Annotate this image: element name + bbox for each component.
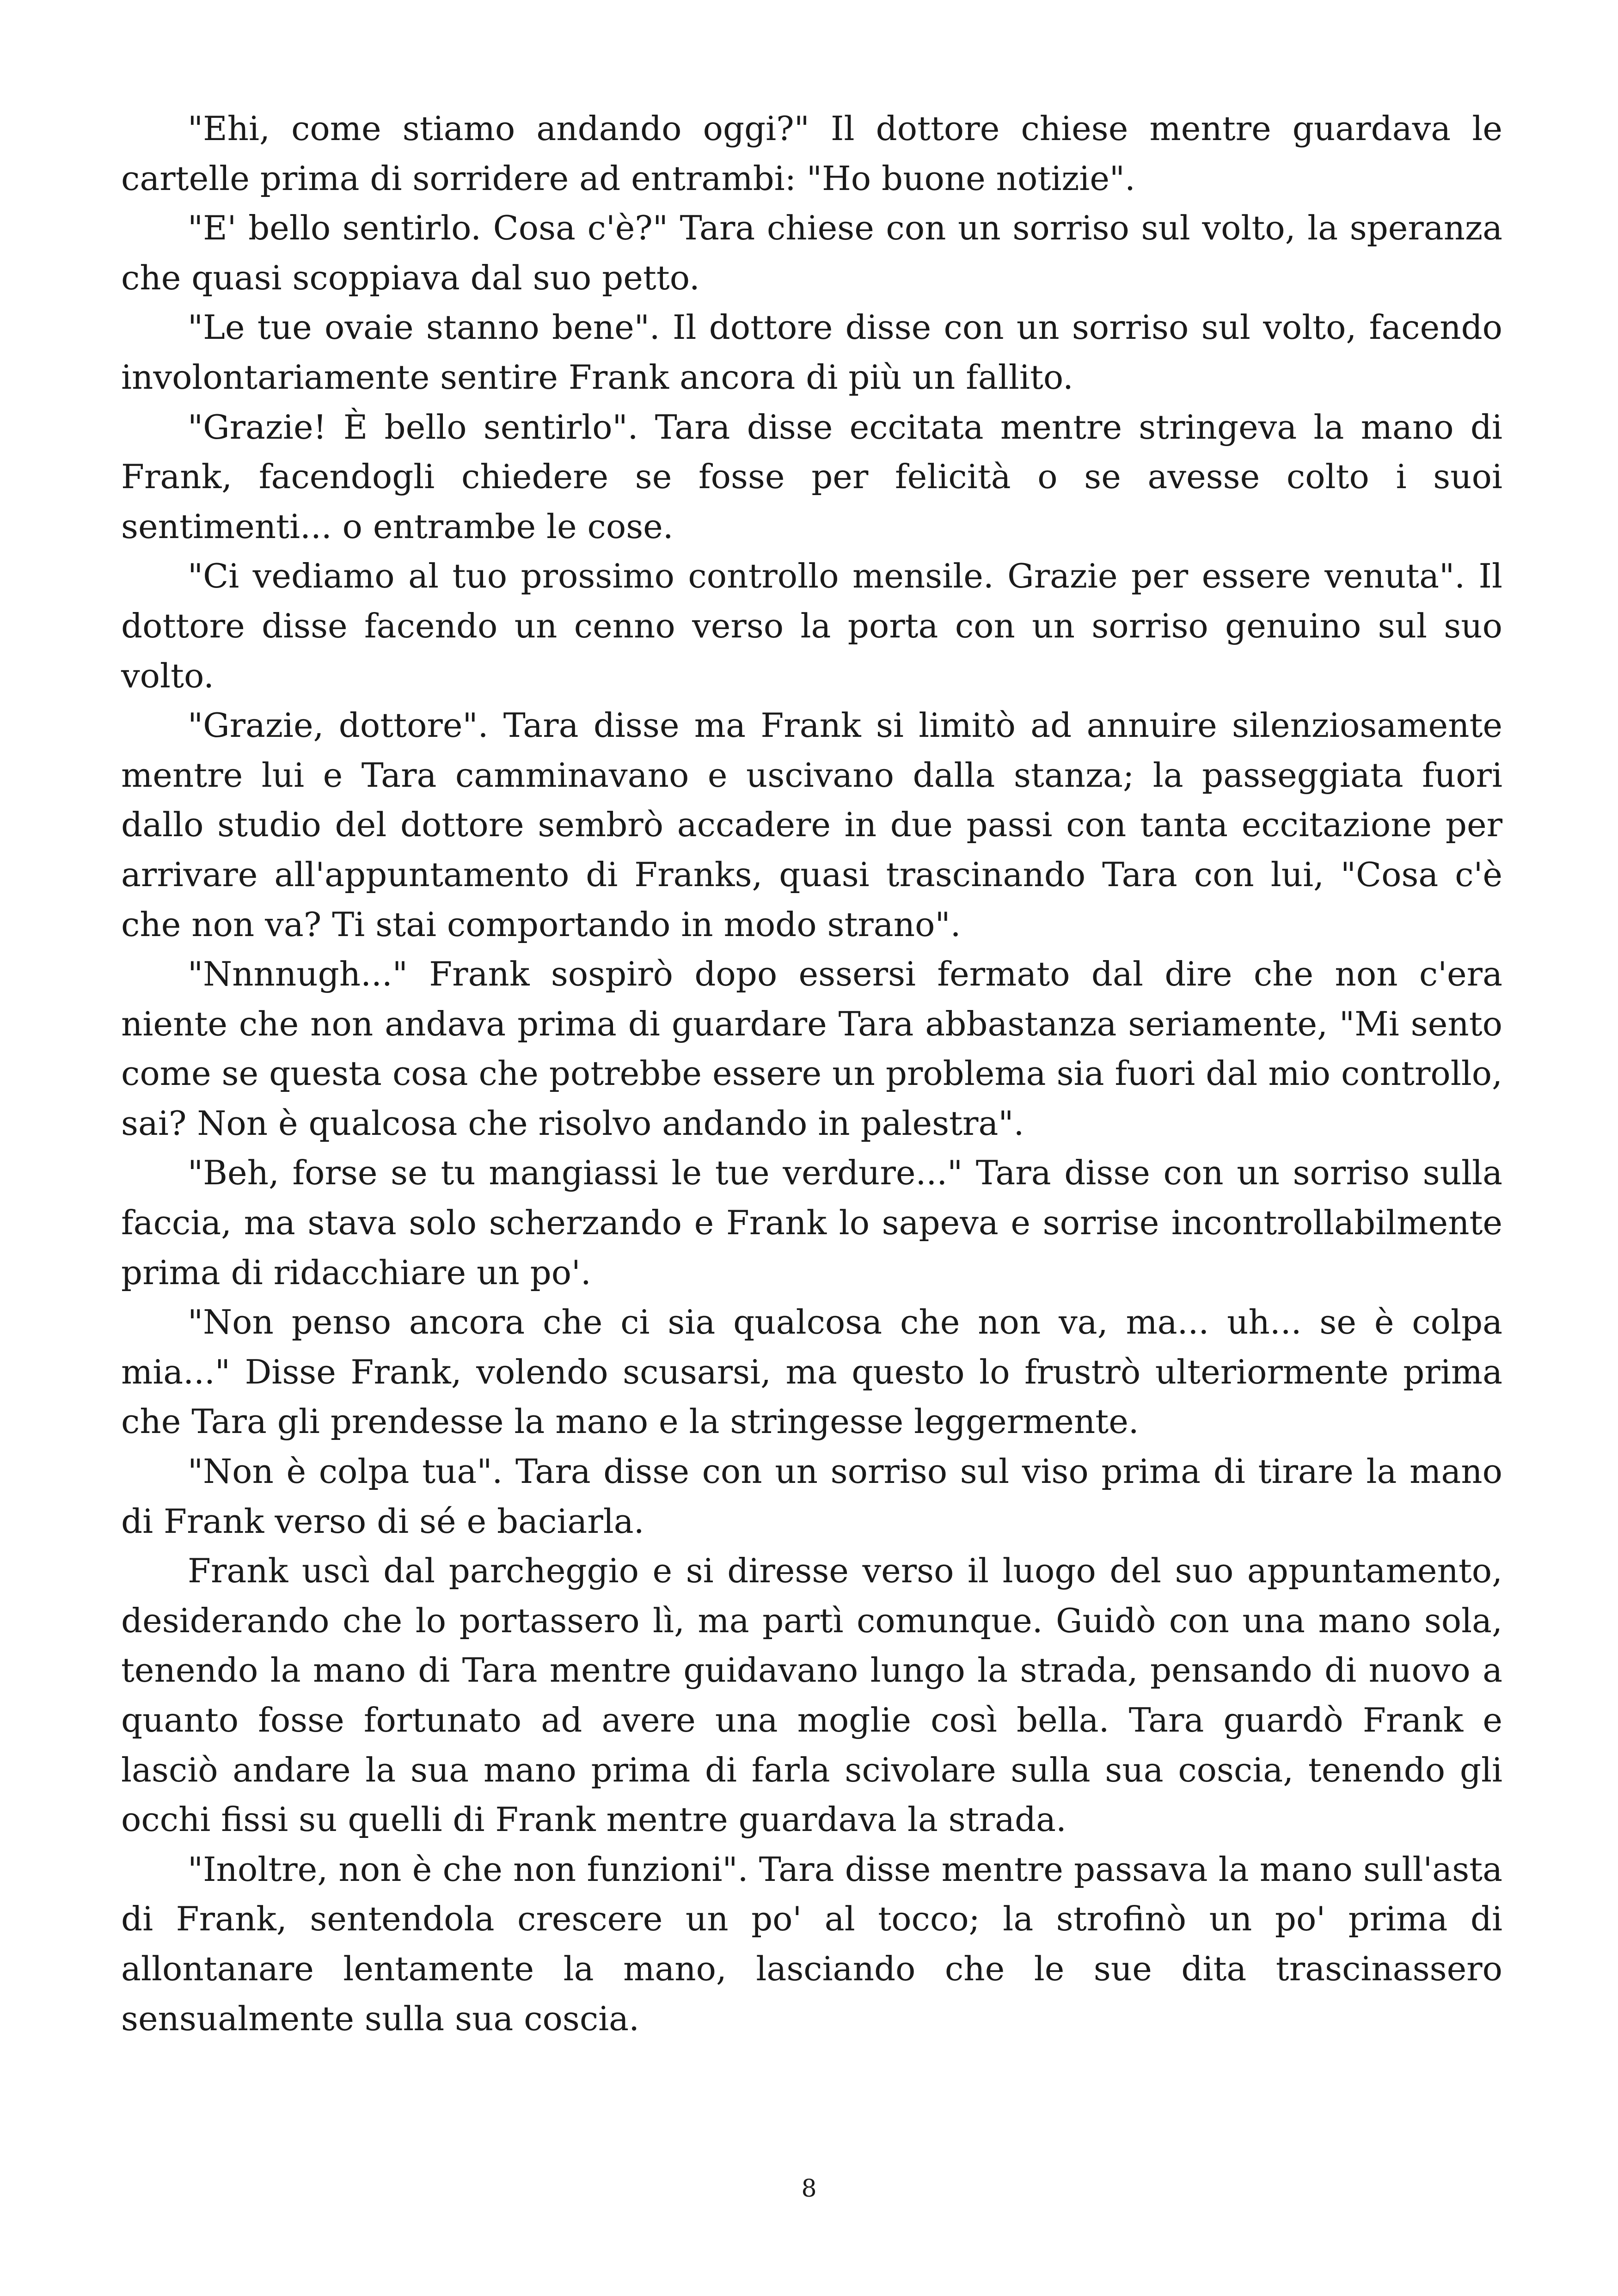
- page-number: 8: [801, 2175, 817, 2203]
- page-body: [121, 104, 1502, 2044]
- paragraph: "Nnnnugh..." Frank sospirò dopo essersi fermato dal dire che non c'era niente che non andava prima di guardare Tara abbastanza seriamente, "Mi sento come se questa cosa che potrebbe essere un problema sia fuori dal mio controllo, sai? Non è qualcosa che risolvo andando in palestra".: [121, 955, 1502, 1143]
- paragraph: "Ci vediamo al tuo prossimo controllo mensile. Grazie per essere venuta". Il dottore disse facendo un cenno verso la porta con un sorriso genuino sul suo volto.: [121, 557, 1502, 695]
- paragraph: "Non penso ancora che ci sia qualcosa che non va, ma... uh... se è colpa mia..." Disse Frank, volendo scusarsi, ma questo lo frustrò ulteriormente prima che Tara gli prendesse la mano e la stringesse leggermente.: [121, 1303, 1502, 1441]
- paragraph: Frank uscì dal parcheggio e si diresse verso il luogo del suo appuntamento, desiderando che lo portassero lì, ma partì comunque. Guidò con una mano sola, tenendo la mano di Tara mentre guidavano lungo la strada, pensando di nuovo a quanto fosse fortunato ad avere una moglie così bella. Tara guardò Frank e lasciò andare la sua mano prima di farla scivolare sulla sua coscia, tenendo gli occhi fissi su quelli di Frank mentre guardava la strada.: [121, 1551, 1502, 1839]
- paragraph: "Ehi, come stiamo andando oggi?" Il dottore chiese mentre guardava le cartelle prima di sorridere ad entrambi: "Ho buone notizie".: [121, 109, 1502, 198]
- paragraph: "Beh, forse se tu mangiassi le tue verdure..." Tara disse con un sorriso sulla faccia, ma stava solo scherzando e Frank lo sapeva e sorrise incontrollabilmente prima di ridacchiare un po'.: [121, 1153, 1502, 1292]
- paragraph: "Inoltre, non è che non funzioni". Tara disse mentre passava la mano sull'asta di Frank, sentendola crescere un po' al tocco; la strofinò un po' prima di allontanare lentamente la mano, lasciando che le sue dita trascinassero sensualmente sulla sua coscia.: [121, 1849, 1502, 2038]
- paragraph: "Non è colpa tua". Tara disse con un sorriso sul viso prima di tirare la mano di Frank verso di sé e baciarla.: [121, 1452, 1502, 1541]
- paragraph: "Grazie, dottore". Tara disse ma Frank si limitò ad annuire silenziosamente mentre lui e Tara camminavano e uscivano dalla stanza; la passeggiata fuori dallo studio del dottore sembrò accadere in due passi con tanta eccitazione per arrivare all'appuntamento di Franks, quasi trascinando Tara con lui, "Cosa c'è che non va? Ti stai comportando in modo strano".: [121, 706, 1502, 944]
- paragraph: "E' bello sentirlo. Cosa c'è?" Tara chiese con un sorriso sul volto, la speranza che quasi scoppiava dal suo petto.: [121, 208, 1502, 297]
- paragraph: "Le tue ovaie stanno bene". Il dottore disse con un sorriso sul volto, facendo involontariamente sentire Frank ancora di più un fallito.: [121, 308, 1502, 397]
- paragraph: "Grazie! È bello sentirlo". Tara disse eccitata mentre stringeva la mano di Frank, facendogli chiedere se fosse per felicità o se avesse colto i suoi sentimenti... o entrambe le cose.: [121, 407, 1502, 546]
